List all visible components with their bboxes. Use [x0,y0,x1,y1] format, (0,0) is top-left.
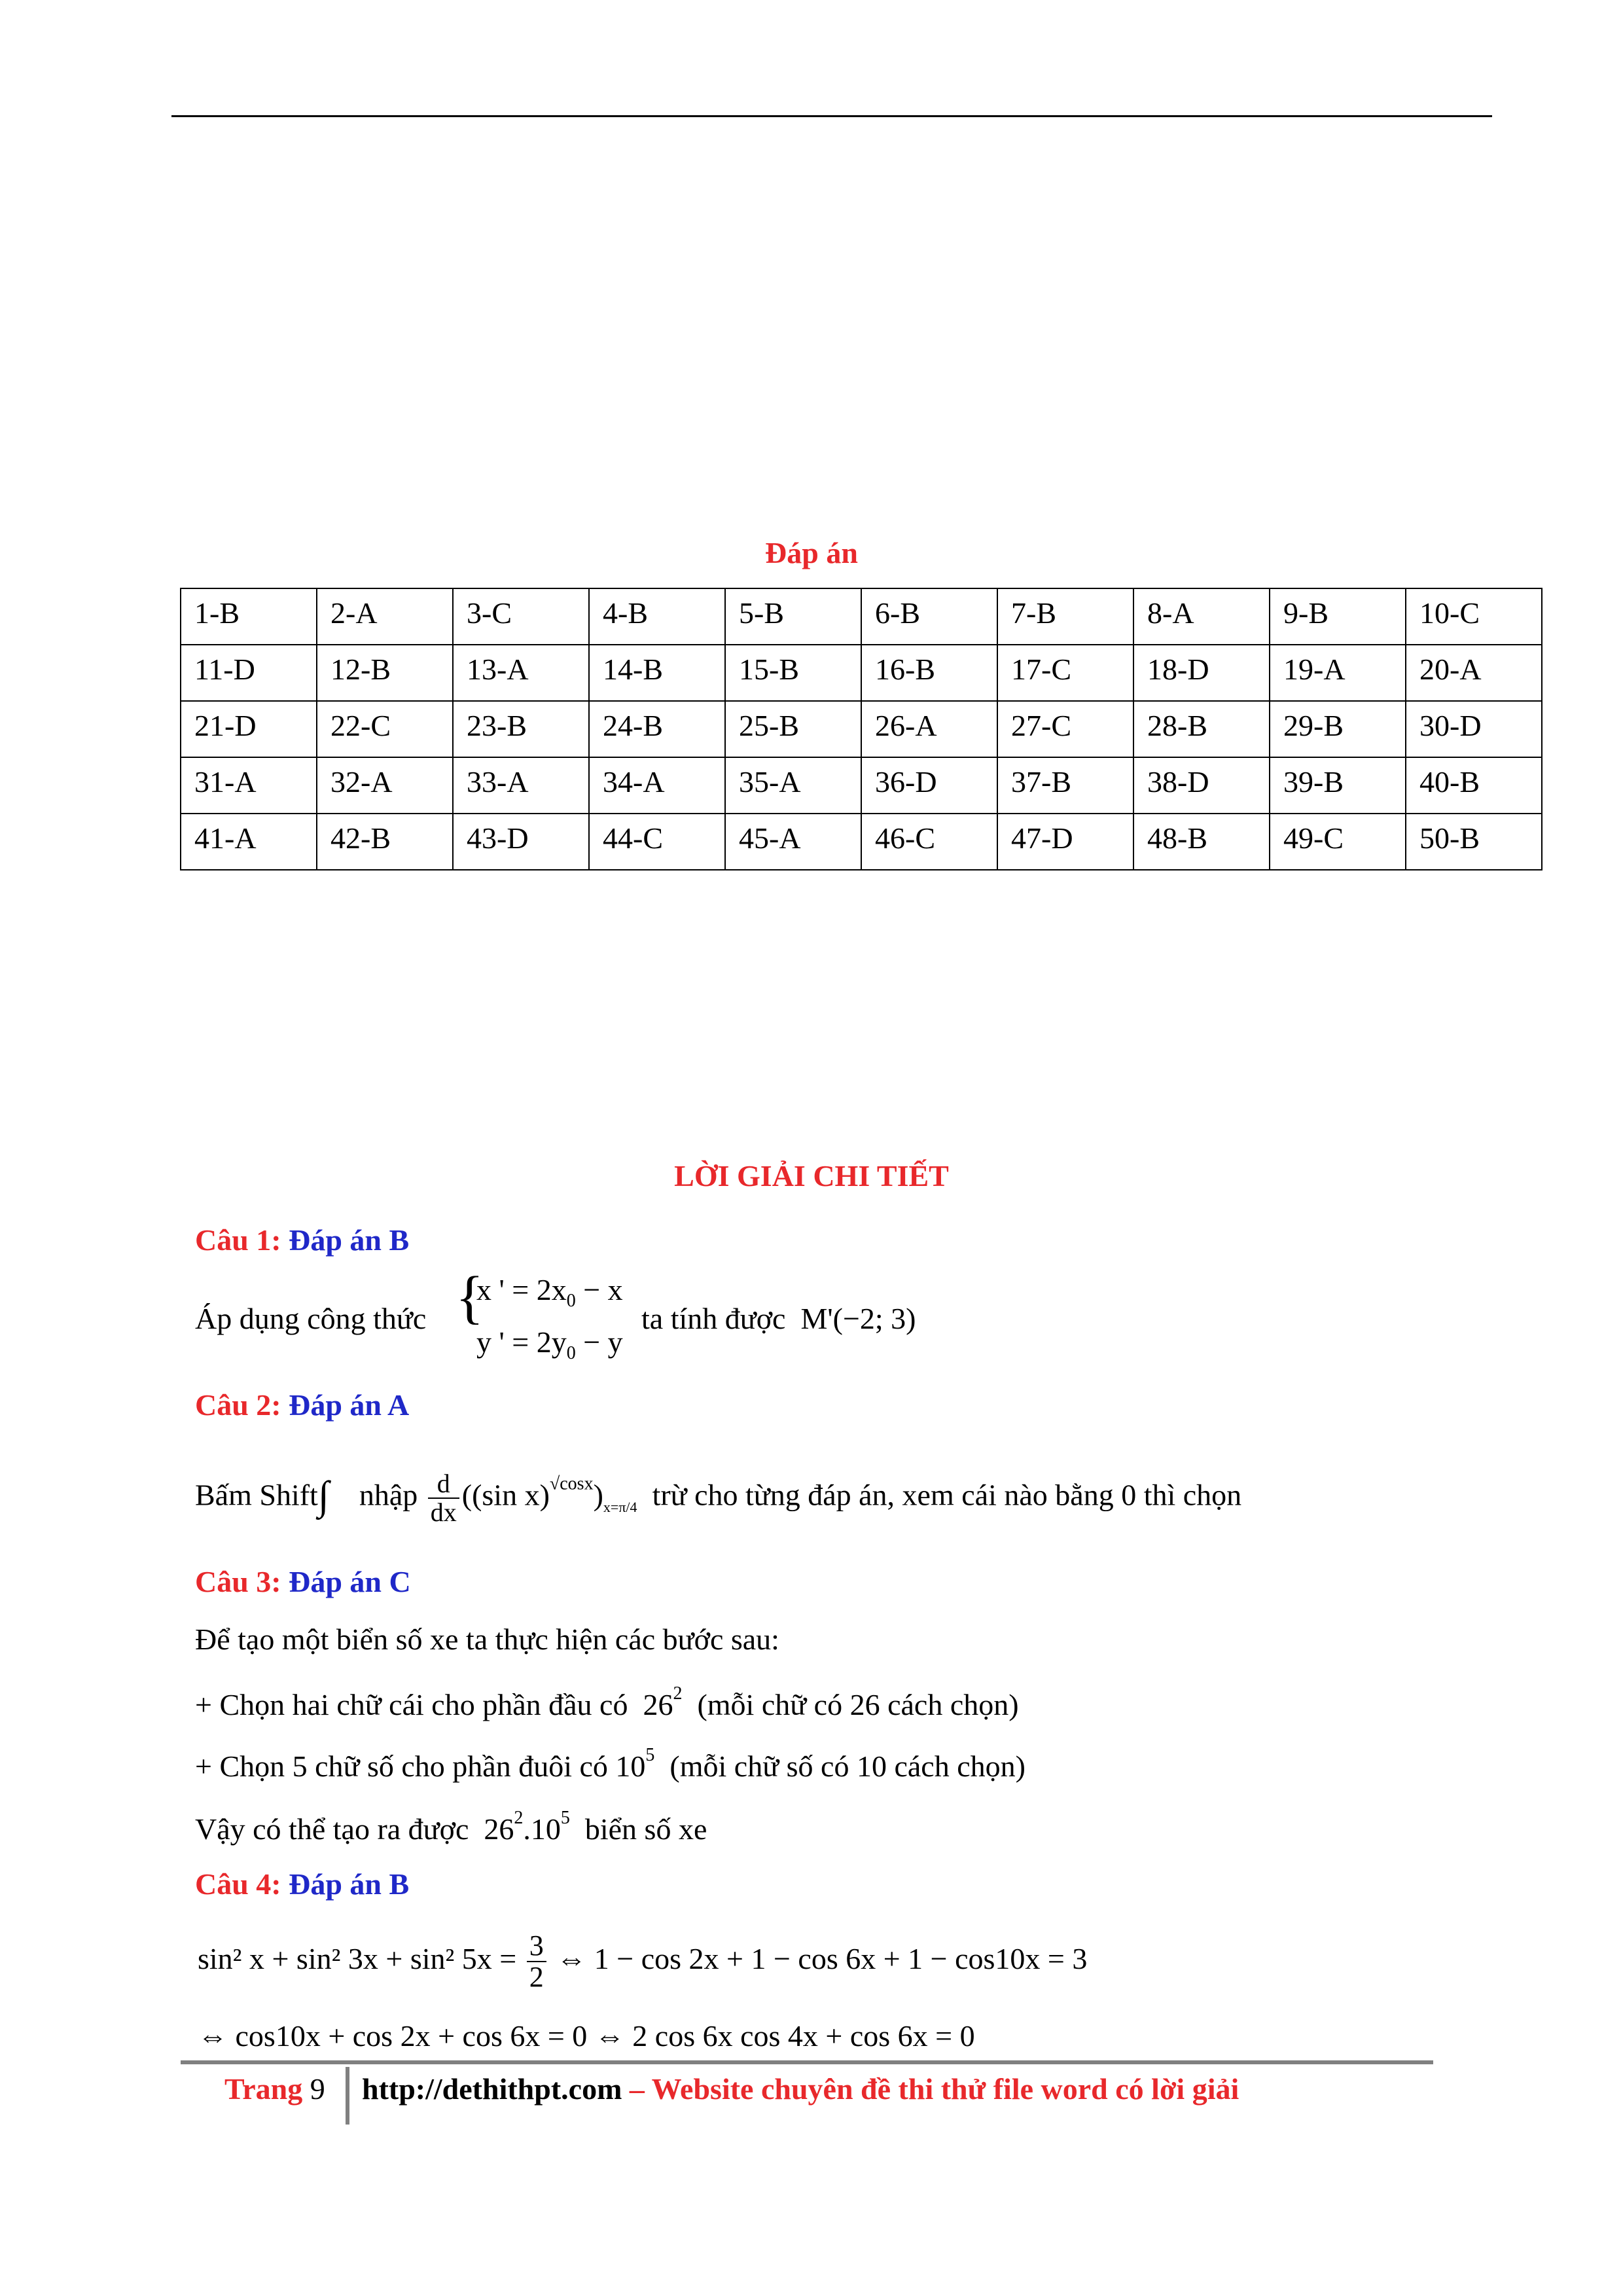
answer-row [181,814,1542,870]
answer-cell: 28-B [1133,701,1270,757]
page-number: 9 [310,2072,325,2106]
answer-cell: 42-B [317,814,453,870]
answer-cell: 49-C [1270,814,1406,870]
answer-cell: 13-A [453,645,589,701]
q2-label: Câu 2: [195,1388,281,1422]
answer-cell: 33-A [453,757,589,814]
q4-eq1: sin² x + sin² 3x + sin² 5x = $\frac{3}{2}$ ⇔ 1 − cos 2x + 1 − cos 6x + 1 − cos10x = 3 [198,1929,1088,1994]
q1-text-before: Áp dụng công thức [195,1302,427,1335]
answer-cell: 48-B [1133,814,1270,870]
integral-icon: ∫ [317,1473,329,1518]
answer-cell: 38-D [1133,757,1270,814]
q1-result: M'(−2; 3) [800,1302,916,1335]
answer-cell: 36-D [861,757,997,814]
answer-cell: 23-B [453,701,589,757]
answer-cell: 8-A [1133,588,1270,645]
q3-line1: Để tạo một biển số xe ta thực hiện các bước sau: [195,1623,779,1656]
footer-tagline: – Website chuyên đề thi thử file word có lời giải [622,2072,1240,2106]
answer-cell: 24-B [589,701,725,757]
q1-brace: { [455,1265,484,1330]
answer-cell: 27-C [997,701,1133,757]
answer-cell: 30-D [1406,701,1542,757]
footer-url[interactable]: http://dethithpt.com [362,2072,622,2106]
answer-cell: 37-B [997,757,1133,814]
q3-line4: Vậy có thể tạo ra được $26^2.10^5$ biển số xe [195,1808,707,1846]
q3-label: Câu 3: [195,1565,281,1598]
footer-page: Trang 9 [224,2072,325,2106]
answer-cell: 50-B [1406,814,1542,870]
answer-cell: 47-D [997,814,1133,870]
footer-divider [346,2067,349,2125]
answer-cell: 41-A [181,814,317,870]
answer-cell: 46-C [861,814,997,870]
answer-cell: 4-B [589,588,725,645]
answer-cell: 22-C [317,701,453,757]
answer-cell: 6-B [861,588,997,645]
q1-eq2: y ' = $2y_0 - y$ [476,1325,623,1364]
q3-line3: + Chọn 5 chữ số cho phần đuôi có $10^5$ (mỗi chữ số có 10 cách chọn) [195,1745,1026,1783]
q1-text-after: ta tính được M'(−2; 3) [641,1302,916,1335]
answer-cell: 16-B [861,645,997,701]
q3-heading [195,1564,411,1599]
q2-answer: Đáp án A [289,1388,410,1422]
answer-cell: 25-B [725,701,861,757]
answer-cell: 32-A [317,757,453,814]
answer-cell: 15-B [725,645,861,701]
q1-label: Câu 1: [195,1223,281,1257]
answer-cell: 21-D [181,701,317,757]
answer-cell: 43-D [453,814,589,870]
answer-cell: 11-D [181,645,317,701]
footer-rule [181,2060,1433,2064]
q4-label: Câu 4: [195,1867,281,1901]
answer-cell: 5-B [725,588,861,645]
answer-cell: 34-A [589,757,725,814]
answer-cell: 18-D [1133,645,1270,701]
answers-title: Đáp án [765,536,858,569]
q4-heading [195,1867,409,1901]
q4-answer: Đáp án B [289,1867,410,1901]
q3-line2: + Chọn hai chữ cái cho phần đầu có $26^2$ (mỗi chữ có 26 cách chọn) [195,1683,1019,1721]
answer-cell: 26-A [861,701,997,757]
answer-cell: 2-A [317,588,453,645]
answer-cell: 7-B [997,588,1133,645]
q2-line: Bấm Shift∫ nhập $\frac{d}{dx}$ ((sin $x)^{√cosx})_{x=\pi/4}$ trừ cho từng đáp án, xem cái nào bằng 0 thì chọn [195,1469,1242,1527]
answer-cell: 29-B [1270,701,1406,757]
q2-derivative: $\frac{d}{dx}$ [428,1470,459,1526]
answer-cell: 20-A [1406,645,1542,701]
answer-table [180,588,1543,870]
header-rule [171,115,1492,117]
q3-answer: Đáp án C [289,1565,411,1598]
answer-cell: 31-A [181,757,317,814]
answer-cell: 1-B [181,588,317,645]
answer-row [181,757,1542,814]
answer-row [181,645,1542,701]
solutions-title: LỜI GIẢI CHI TIẾT [674,1159,949,1193]
q2-heading [195,1388,409,1422]
answer-cell: 10-C [1406,588,1542,645]
answer-row [181,588,1542,645]
answer-cell: 44-C [589,814,725,870]
q1-answer: Đáp án B [289,1223,410,1257]
q1-heading [195,1223,409,1257]
answer-cell: 35-A [725,757,861,814]
answer-cell: 19-A [1270,645,1406,701]
q1-eq1: x ' = $2x_0 - x$ [476,1273,623,1312]
answer-cell: 40-B [1406,757,1542,814]
answer-cell: 3-C [453,588,589,645]
footer-text [362,2072,1239,2106]
q4-eq2: ⇔ cos10x + cos 2x + cos 6x = 0 ⇔ 2 cos 6x cos 4x + cos 6x = 0 [198,2019,975,2053]
answer-cell: 17-C [997,645,1133,701]
answer-cell: 45-A [725,814,861,870]
answer-cell: 14-B [589,645,725,701]
answer-cell: 9-B [1270,588,1406,645]
answer-cell: 12-B [317,645,453,701]
answer-cell: 39-B [1270,757,1406,814]
answer-row [181,701,1542,757]
